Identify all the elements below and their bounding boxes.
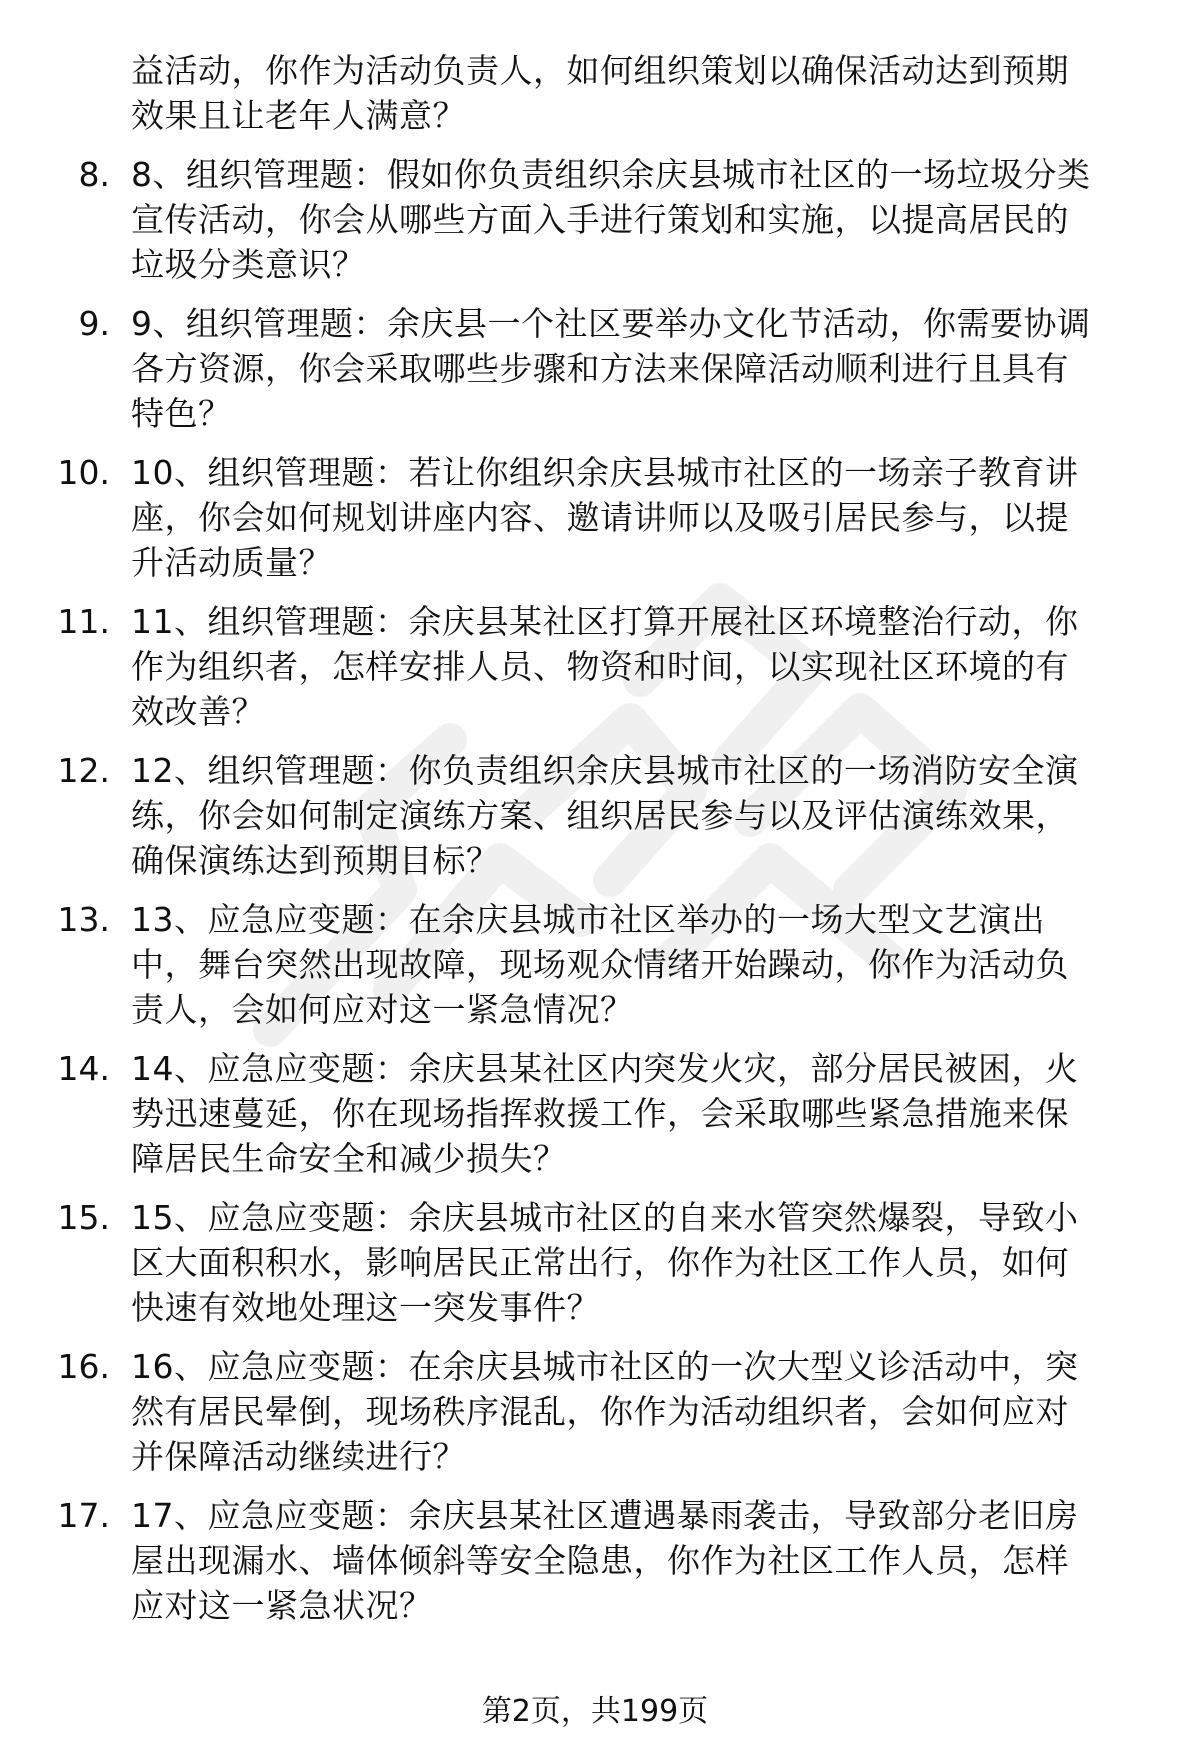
question-item (0, 1046, 1190, 1181)
question-number: 14. (57, 1049, 110, 1088)
question-item (0, 152, 1190, 287)
question-number: 9. (78, 304, 110, 343)
question-number: 11. (57, 602, 110, 641)
question-text: 17、应急应变题：余庆县某社区遭遇暴雨袭击，导致部分老旧房 屋出现漏水、墙体倾斜等安全隐患，你作为社区工作人员，怎样 应对这一紧急状况？ (131, 1496, 1079, 1625)
question-number: 16. (57, 1347, 110, 1386)
page-footer: 第2页，共199页 (481, 1694, 709, 1729)
question-item (0, 450, 1190, 585)
question-text: 12、组织管理题：你负责组织余庆县城市社区的一场消防安全演 练，你会如何制定演练方案、组织居民参与以及评估演练效果， 确保演练达到预期目标？ (131, 751, 1079, 880)
question-text: 14、应急应变题：余庆县某社区内突发火灾，部分居民被困，火 势迅速蔓延，你在现场指挥救援工作，会采取哪些紧急措施来保 障居民生命安全和减少损失？ (131, 1049, 1079, 1178)
question-number: 12. (57, 751, 110, 790)
question-text: 13、应急应变题：在余庆县城市社区举办的一场大型文艺演出 中，舞台突然出现故障，现场观众情绪开始躁动，你作为活动负 责人，会如何应对这一紧急情况？ (131, 900, 1069, 1029)
question-number: 8. (78, 155, 110, 194)
question-continuation (0, 48, 1190, 138)
question-item (0, 1493, 1190, 1628)
question-text: 10、组织管理题：若让你组织余庆县城市社区的一场亲子教育讲 座，你会如何规划讲座内容、邀请讲师以及吸引居民参与，以提 升活动质量？ (131, 453, 1079, 582)
question-text: 15、应急应变题：余庆县城市社区的自来水管突然爆裂，导致小 区大面积积水，影响居民正常出行，你作为社区工作人员，如何 快速有效地处理这一突发事件？ (131, 1198, 1079, 1327)
question-number: 10. (57, 453, 110, 492)
question-number: 17. (57, 1496, 110, 1535)
continuation-text: 益活动，你作为活动负责人，如何组织策划以确保活动达到预期 效果且让老年人满意？ (131, 51, 1069, 135)
question-number: 15. (57, 1198, 110, 1237)
question-item (0, 1195, 1190, 1330)
question-item (0, 301, 1190, 436)
question-list (0, 48, 1190, 1642)
question-text: 8、组织管理题：假如你负责组织余庆县城市社区的一场垃圾分类 宣传活动，你会从哪些方面入手进行策划和实施，以提高居民的 垃圾分类意识？ (131, 155, 1091, 284)
question-item (0, 897, 1190, 1032)
question-text: 9、组织管理题：余庆县一个社区要举办文化节活动，你需要协调 各方资源，你会采取哪些步骤和方法来保障活动顺利进行且具有 特色？ (131, 304, 1091, 433)
question-number: 13. (57, 900, 110, 939)
question-item (0, 1344, 1190, 1479)
question-item (0, 599, 1190, 734)
question-text: 11、组织管理题：余庆县某社区打算开展社区环境整治行动，你 作为组织者，怎样安排人员、物资和时间，以实现社区环境的有 效改善？ (131, 602, 1079, 731)
question-item (0, 748, 1190, 883)
question-text: 16、应急应变题：在余庆县城市社区的一次大型义诊活动中，突 然有居民晕倒，现场秩序混乱，你作为活动组织者，会如何应对 并保障活动继续进行？ (131, 1347, 1079, 1476)
